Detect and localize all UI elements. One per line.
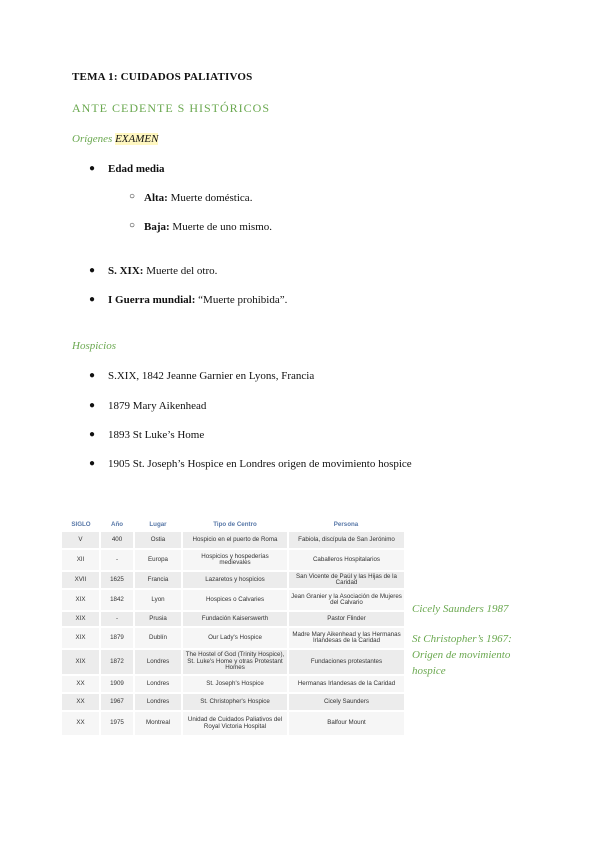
table-cell: Madre Mary Aikenhead y las Hermanas Irlandesas de la Caridad [288,627,404,649]
table-cell: XVII [62,571,100,589]
table-cell: Fundaciones protestantes [288,649,404,675]
bullet-icon: ● [89,294,96,305]
bullet-icon: ● [89,265,96,276]
table-row [62,549,404,571]
table-row [62,531,404,549]
table-cell: San Vicente de Paúl y las Hijas de la Caridad [288,571,404,589]
table-cell: 1872 [100,649,134,675]
item-text: S.XIX, 1842 Jeanne Garnier en Lyons, Francia [108,370,315,382]
table-row [62,611,404,627]
table-cell: Unidad de Cuidados Paliativos del Royal Victoria Hospital [182,711,288,735]
item-text: 1893 St Luke’s Home [108,429,205,441]
table-cell: Fundación Kaiserswerth [182,611,288,627]
table-cell: Caballeros Hospitalarios [288,549,404,571]
table-cell: Prusia [134,611,182,627]
exam-tag: EXAMEN [115,133,159,145]
item-bold: Alta: [144,192,168,204]
item-text: “Muerte prohibida”. [195,294,288,306]
bullet-icon: ● [89,400,96,411]
table-row [62,649,404,675]
list-item [89,400,207,412]
table-cell: Lazaretos y hospicios [182,571,288,589]
header-ano: Año [100,518,134,531]
side-note-line: Origen de movimiento [412,649,511,661]
side-note-line: hospice [412,665,446,677]
table-cell: XX [62,711,100,735]
item-text: 1879 Mary Aikenhead [108,400,207,412]
table-cell: 1842 [100,589,134,611]
item-bold: S. XIX: [108,265,144,277]
table-cell: 400 [100,531,134,549]
table-cell: Fabiola, discípula de San Jerónimo [288,531,404,549]
item-bold: Baja: [144,221,170,233]
item-bold: Edad media [108,163,165,175]
table-cell: - [100,549,134,571]
table-cell: Pastor Flinder [288,611,404,627]
item-bold: I Guerra mundial: [108,294,196,306]
hospicios-heading: Hospicios [72,340,116,352]
table-cell: Our Lady's Hospice [182,627,288,649]
side-note-line: St Christopher’s 1967: [412,633,512,645]
header-tipo: Tipo de Centro [182,518,288,531]
table-cell: XIX [62,627,100,649]
bullet-icon: ● [89,458,96,469]
list-item [89,429,205,441]
table-cell: 1975 [100,711,134,735]
table-cell: Hospicio en el puerto de Roma [182,531,288,549]
table-cell: Lyon [134,589,182,611]
item-text: Muerte doméstica. [167,192,253,204]
item-text: Muerte del otro. [143,265,218,277]
item-text: Muerte de uno mismo. [169,221,273,233]
table-cell: Ostia [134,531,182,549]
table-cell: Londres [134,649,182,675]
table-cell: XX [62,693,100,711]
table-cell: XIX [62,611,100,627]
document-title: TEMA 1: CUIDADOS PALIATIVOS [72,71,253,83]
list-item [89,163,165,175]
table-cell: Jean Granier y la Asociación de Mujeres del Calvario [288,589,404,611]
bullet-icon: ● [89,429,96,440]
hospice-history-table [62,518,404,740]
table-cell: Francia [134,571,182,589]
table-cell: 1909 [100,675,134,693]
circle-bullet-icon: ○ [129,191,136,202]
table-cell: Europa [134,549,182,571]
bullet-icon: ● [89,163,96,174]
origenes-label: Orígenes [72,133,113,145]
table-cell: Londres [134,693,182,711]
table-cell: Londres [134,675,182,693]
table-row [62,589,404,611]
table-cell: Hospicios y hospederías medievales [182,549,288,571]
table-cell: St. Christopher's Hospice [182,693,288,711]
table-cell: 1879 [100,627,134,649]
header-siglo: SIGLO [62,518,100,531]
side-note-christophers [412,631,512,679]
origenes-heading [72,133,158,145]
list-item [129,220,273,233]
table-cell: XIX [62,589,100,611]
table-row [62,627,404,649]
table-cell: XII [62,549,100,571]
table-cell: 1625 [100,571,134,589]
circle-bullet-icon: ○ [129,220,136,231]
table-cell: Hermanas Irlandesas de la Caridad [288,675,404,693]
table-row [62,675,404,693]
list-item [89,458,412,470]
table-cell: Balfour Mount [288,711,404,735]
section-heading: ANTE CEDENTE S HISTÓRICOS [72,101,270,115]
table-cell: 1967 [100,693,134,711]
table-cell: St. Joseph's Hospice [182,675,288,693]
table-cell: V [62,531,100,549]
list-item [89,294,288,306]
side-note-saunders: Cicely Saunders 1987 [412,603,509,615]
list-item [129,191,253,204]
table-row [62,711,404,735]
table-cell: Cicely Saunders [288,693,404,711]
table-cell: - [100,611,134,627]
table-cell: Dublín [134,627,182,649]
table-row [62,693,404,711]
list-item [89,370,315,382]
table-cell: XX [62,675,100,693]
header-lugar: Lugar [134,518,182,531]
table-cell: The Hostel of God (Trinity Hospice), St. Luke's Home y otras Protestant Homes [182,649,288,675]
list-item [89,265,218,277]
table-row [62,571,404,589]
table-header-row [62,518,404,531]
bullet-icon: ● [89,370,96,381]
header-persona: Persona [288,518,404,531]
item-text: 1905 St. Joseph’s Hospice en Londres origen de movimiento hospice [108,458,412,470]
table-cell: Montreal [134,711,182,735]
table-cell: XIX [62,649,100,675]
table-cell: Hospices o Calvaries [182,589,288,611]
